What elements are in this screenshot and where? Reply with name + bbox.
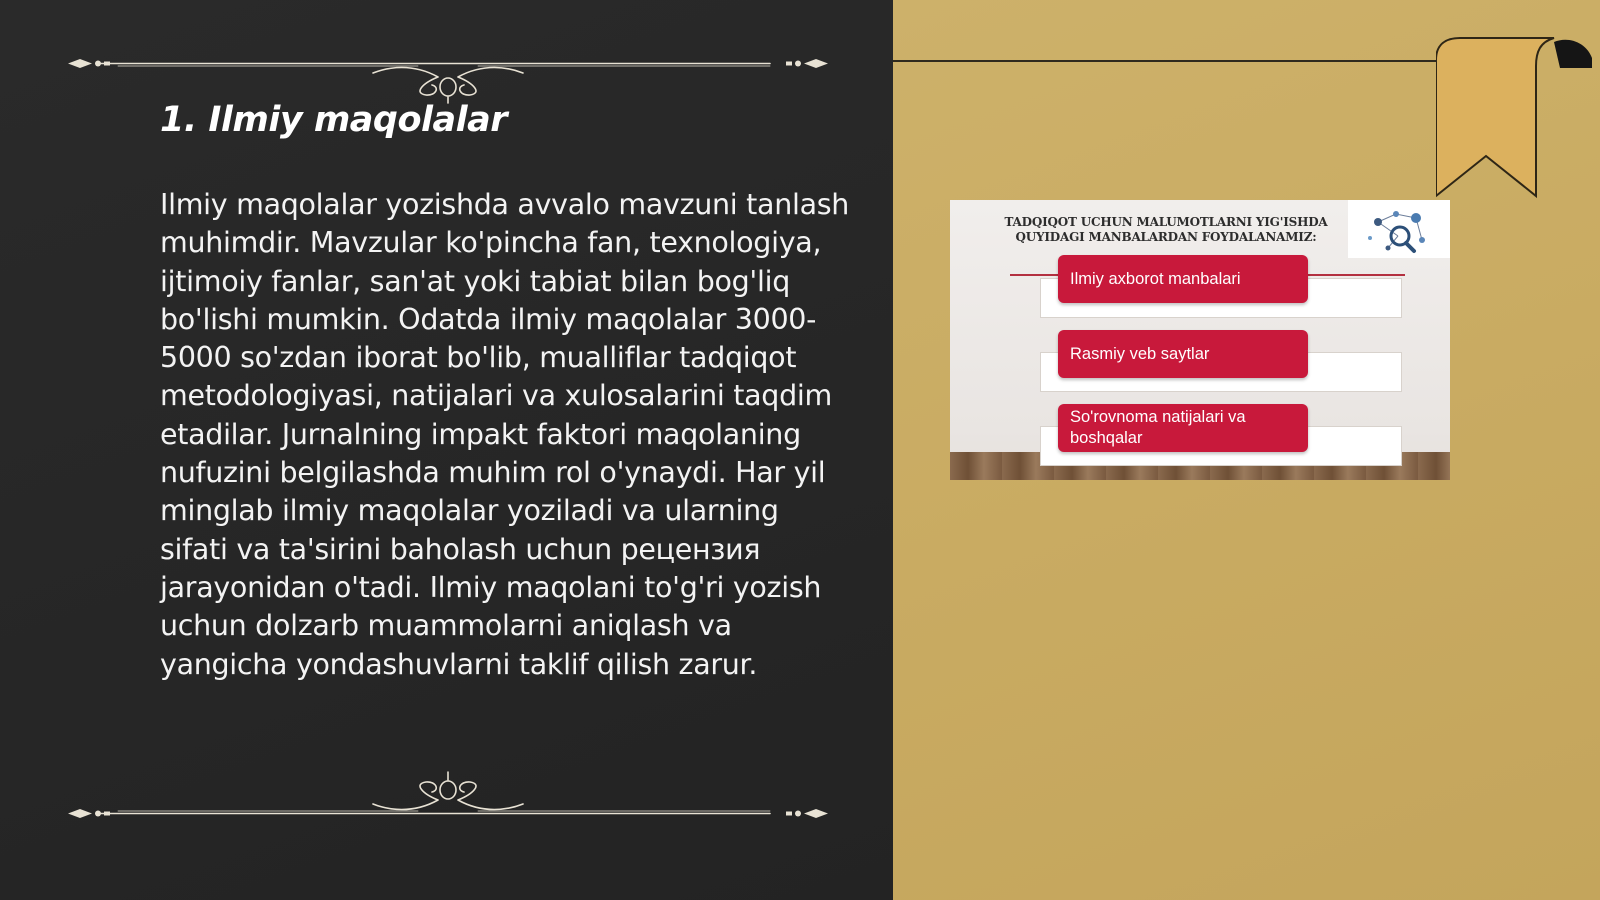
- infographic-heading-line2: QUYIDAGI MANBALARDAN FOYDALANAMIZ:: [1015, 230, 1317, 244]
- source-item-label: Rasmiy veb saytlar: [1070, 344, 1210, 363]
- ornament-border-bottom: [68, 770, 828, 830]
- source-item-label: So'rovnoma natijalari va boshqalar: [1070, 408, 1246, 447]
- divider-line: [893, 60, 1438, 62]
- source-item-scientific[interactable]: [1058, 255, 1308, 303]
- infographic-heading-line1: TADQIQOT UCHUN MALUMOTLARNI YIG'ISHDA: [1004, 215, 1328, 229]
- source-item-websites[interactable]: [1058, 330, 1308, 378]
- ornament-border-top: [68, 45, 828, 105]
- source-item-label: Ilmiy axborot manbalari: [1070, 269, 1241, 288]
- magnifier-network-icon: [1348, 200, 1450, 258]
- slide-title: 1. Ilmiy maqolalar: [160, 100, 507, 140]
- slide-body-text: Ilmiy maqolalar yozishda avvalo mavzuni tanlash muhimdir. Mavzular ko'pincha fan, texnologiya, ijtimoiy fanlar, san'at yoki tabiat bilan bog'liq bo'lishi mumkin. Odatda ilmiy maqolalar 3000-5000 so'zdan iborat bo'lib, mualliflar tadqiqot metodologiyasi, natijalari va xulosalarini taqdim etadilar. Jurnalning impakt faktori maqolaning nufuzini belgilashda muhim rol o'ynaydi. Har yil minglab ilmiy maqolalar yoziladi va ularning sifati va ta'sirini baholash uchun рецензия jarayonidan o'tadi. Ilmiy maqolani to'g'ri yozish uchun dolzarb muammolarni aniqlash va yangicha yondashuvlarni taklif qilish zarur.: [160, 188, 850, 681]
- source-item-surveys[interactable]: [1058, 404, 1308, 452]
- infographic-heading: [986, 215, 1346, 245]
- embedded-infographic: [950, 200, 1450, 480]
- bookmark-ribbon-icon: [1436, 36, 1600, 206]
